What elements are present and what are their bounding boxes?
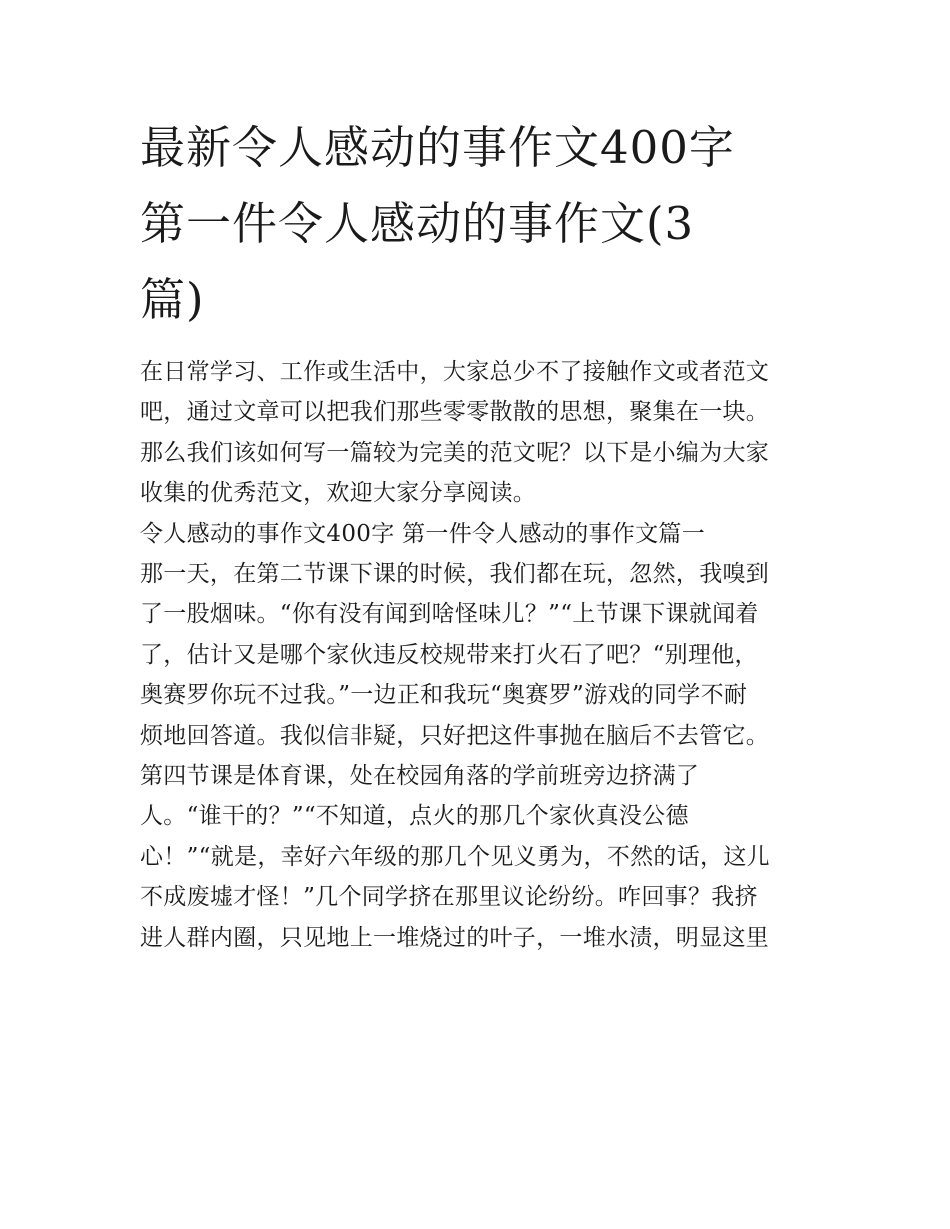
section-heading: 令人感动的事作文400字 第一件令人感动的事作文篇一 (140, 520, 706, 547)
body-line: 收集的优秀范文，欢迎大家分享阅读。 (140, 480, 537, 507)
body-line: 第四节课是体育课，处在校园角落的学前班旁边挤满了 (140, 763, 700, 790)
title-line: 第一件令人感动的事作文(3 (140, 197, 695, 250)
document-body (140, 352, 820, 958)
body-line: 奥赛罗你玩不过我。”一边正和我玩“奥赛罗”游戏的同学不耐 (140, 682, 748, 709)
body-line: 人。“谁干的？”“不知道，点火的那几个家伙真没公德 (140, 803, 689, 830)
title-line: 最新令人感动的事作文400字 (140, 121, 735, 174)
body-line: 了，估计又是哪个家伙违反校规带来打火石了吧？“别理他， (140, 641, 758, 668)
body-line: 心！”“就是，幸好六年级的那几个见义勇为，不然的话，这儿 (140, 843, 770, 870)
body-line: 进人群内圈，只见地上一堆烧过的叶子，一堆水渍，明显这里 (140, 924, 770, 951)
document-page (140, 110, 820, 958)
body-line: 烦地回答道。我似信非疑，只好把这件事抛在脑后不去管它。 (140, 722, 770, 749)
body-line: 了一股烟味。“你有没有闻到啥怪味儿？”“上节课下课就闻着 (140, 601, 759, 628)
body-line: 在日常学习、工作或生活中，大家总少不了接触作文或者范文 (140, 359, 770, 385)
body-line: 那么我们该如何写一篇较为完美的范文呢？以下是小编为大家 (140, 439, 770, 466)
document-title (140, 110, 820, 338)
body-line: 不成废墟才怪！”几个同学挤在那里议论纷纷。咋回事？我挤 (140, 884, 758, 911)
body-line: 吧，通过文章可以把我们那些零零散散的思想，聚集在一块。 (140, 399, 770, 426)
title-line: 篇) (140, 273, 205, 326)
body-line: 那一天，在第二节课下课的时候，我们都在玩，忽然，我嗅到 (140, 561, 770, 588)
